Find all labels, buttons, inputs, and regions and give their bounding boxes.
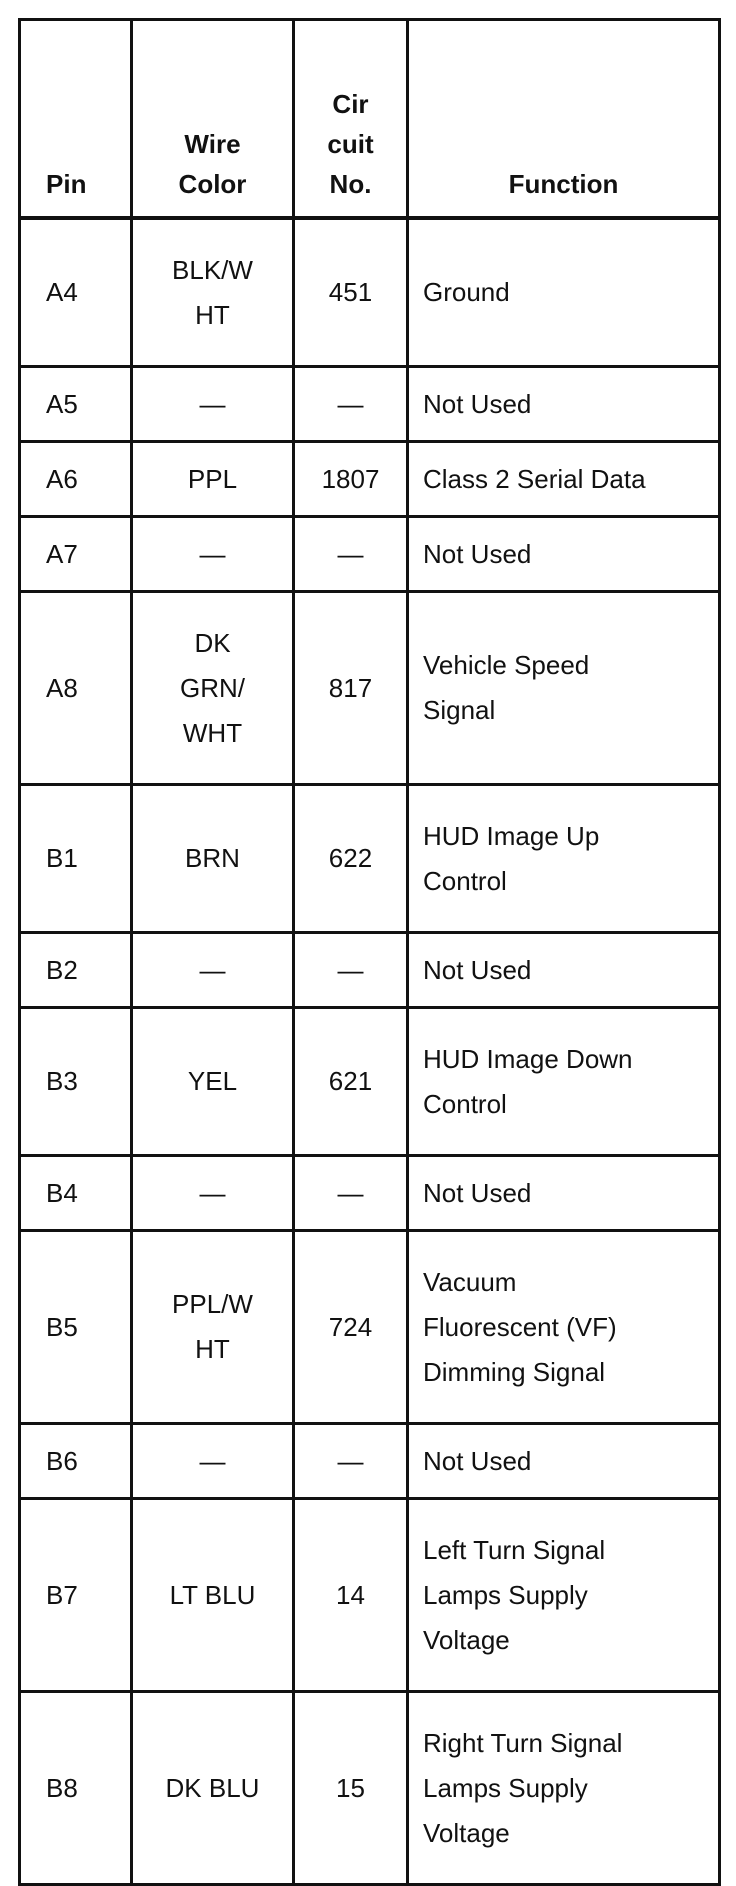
function-cell: Not Used bbox=[408, 517, 720, 592]
function-cell: Vehicle Speed Signal bbox=[408, 592, 720, 785]
wire-color-cell: PPL bbox=[132, 442, 294, 517]
pin-cell: B5 bbox=[20, 1231, 132, 1424]
wire-color-cell: PPL/W HT bbox=[132, 1231, 294, 1424]
function-cell: Right Turn Signal Lamps Supply Voltage bbox=[408, 1692, 720, 1885]
circuit-cell: 1807 bbox=[294, 442, 408, 517]
pin-cell: B3 bbox=[20, 1008, 132, 1156]
wire-color-cell: — bbox=[132, 933, 294, 1008]
function-cell: Not Used bbox=[408, 1424, 720, 1499]
pin-cell: B6 bbox=[20, 1424, 132, 1499]
connector-table-container bbox=[18, 18, 718, 1886]
circuit-cell: — bbox=[294, 1156, 408, 1231]
pin-cell: B4 bbox=[20, 1156, 132, 1231]
header-row bbox=[20, 20, 720, 219]
table-header bbox=[20, 20, 720, 219]
pin-cell: A6 bbox=[20, 442, 132, 517]
wire-color-cell: BRN bbox=[132, 785, 294, 933]
pin-cell: A8 bbox=[20, 592, 132, 785]
wire-color-cell: — bbox=[132, 367, 294, 442]
table-row bbox=[20, 1692, 720, 1885]
wire-color-cell: YEL bbox=[132, 1008, 294, 1156]
pin-cell: B1 bbox=[20, 785, 132, 933]
circuit-cell: 451 bbox=[294, 218, 408, 367]
table-row bbox=[20, 1231, 720, 1424]
function-cell: HUD Image Down Control bbox=[408, 1008, 720, 1156]
function-cell: Vacuum Fluorescent (VF) Dimming Signal bbox=[408, 1231, 720, 1424]
function-cell: Not Used bbox=[408, 367, 720, 442]
table-row bbox=[20, 933, 720, 1008]
wire-color-cell: DK GRN/ WHT bbox=[132, 592, 294, 785]
pin-cell: A7 bbox=[20, 517, 132, 592]
connector-pinout-table bbox=[18, 18, 721, 1886]
table-row bbox=[20, 1008, 720, 1156]
table-row bbox=[20, 592, 720, 785]
wire-color-cell: — bbox=[132, 517, 294, 592]
header-pin: Pin bbox=[20, 20, 132, 219]
header-wire-color: Wire Color bbox=[132, 20, 294, 219]
circuit-cell: 621 bbox=[294, 1008, 408, 1156]
table-row bbox=[20, 1499, 720, 1692]
table-row bbox=[20, 517, 720, 592]
circuit-cell: 15 bbox=[294, 1692, 408, 1885]
circuit-cell: 817 bbox=[294, 592, 408, 785]
pin-cell: A5 bbox=[20, 367, 132, 442]
table-row bbox=[20, 1156, 720, 1231]
function-cell: Not Used bbox=[408, 933, 720, 1008]
table-row bbox=[20, 785, 720, 933]
pin-cell: B8 bbox=[20, 1692, 132, 1885]
wire-color-cell: — bbox=[132, 1424, 294, 1499]
circuit-cell: 14 bbox=[294, 1499, 408, 1692]
function-cell: Ground bbox=[408, 218, 720, 367]
pin-cell: B7 bbox=[20, 1499, 132, 1692]
circuit-cell: — bbox=[294, 517, 408, 592]
pin-cell: B2 bbox=[20, 933, 132, 1008]
circuit-cell: — bbox=[294, 933, 408, 1008]
circuit-cell: — bbox=[294, 1424, 408, 1499]
circuit-cell: 724 bbox=[294, 1231, 408, 1424]
function-cell: Class 2 Serial Data bbox=[408, 442, 720, 517]
table-row bbox=[20, 1424, 720, 1499]
wire-color-cell: DK BLU bbox=[132, 1692, 294, 1885]
table-row bbox=[20, 367, 720, 442]
wire-color-cell: LT BLU bbox=[132, 1499, 294, 1692]
table-row bbox=[20, 218, 720, 367]
table-body bbox=[20, 218, 720, 1885]
header-circuit-no: Cir cuit No. bbox=[294, 20, 408, 219]
wire-color-cell: BLK/W HT bbox=[132, 218, 294, 367]
circuit-cell: — bbox=[294, 367, 408, 442]
table-row bbox=[20, 442, 720, 517]
wire-color-cell: — bbox=[132, 1156, 294, 1231]
header-function: Function bbox=[408, 20, 720, 219]
function-cell: Not Used bbox=[408, 1156, 720, 1231]
function-cell: Left Turn Signal Lamps Supply Voltage bbox=[408, 1499, 720, 1692]
pin-cell: A4 bbox=[20, 218, 132, 367]
function-cell: HUD Image Up Control bbox=[408, 785, 720, 933]
circuit-cell: 622 bbox=[294, 785, 408, 933]
